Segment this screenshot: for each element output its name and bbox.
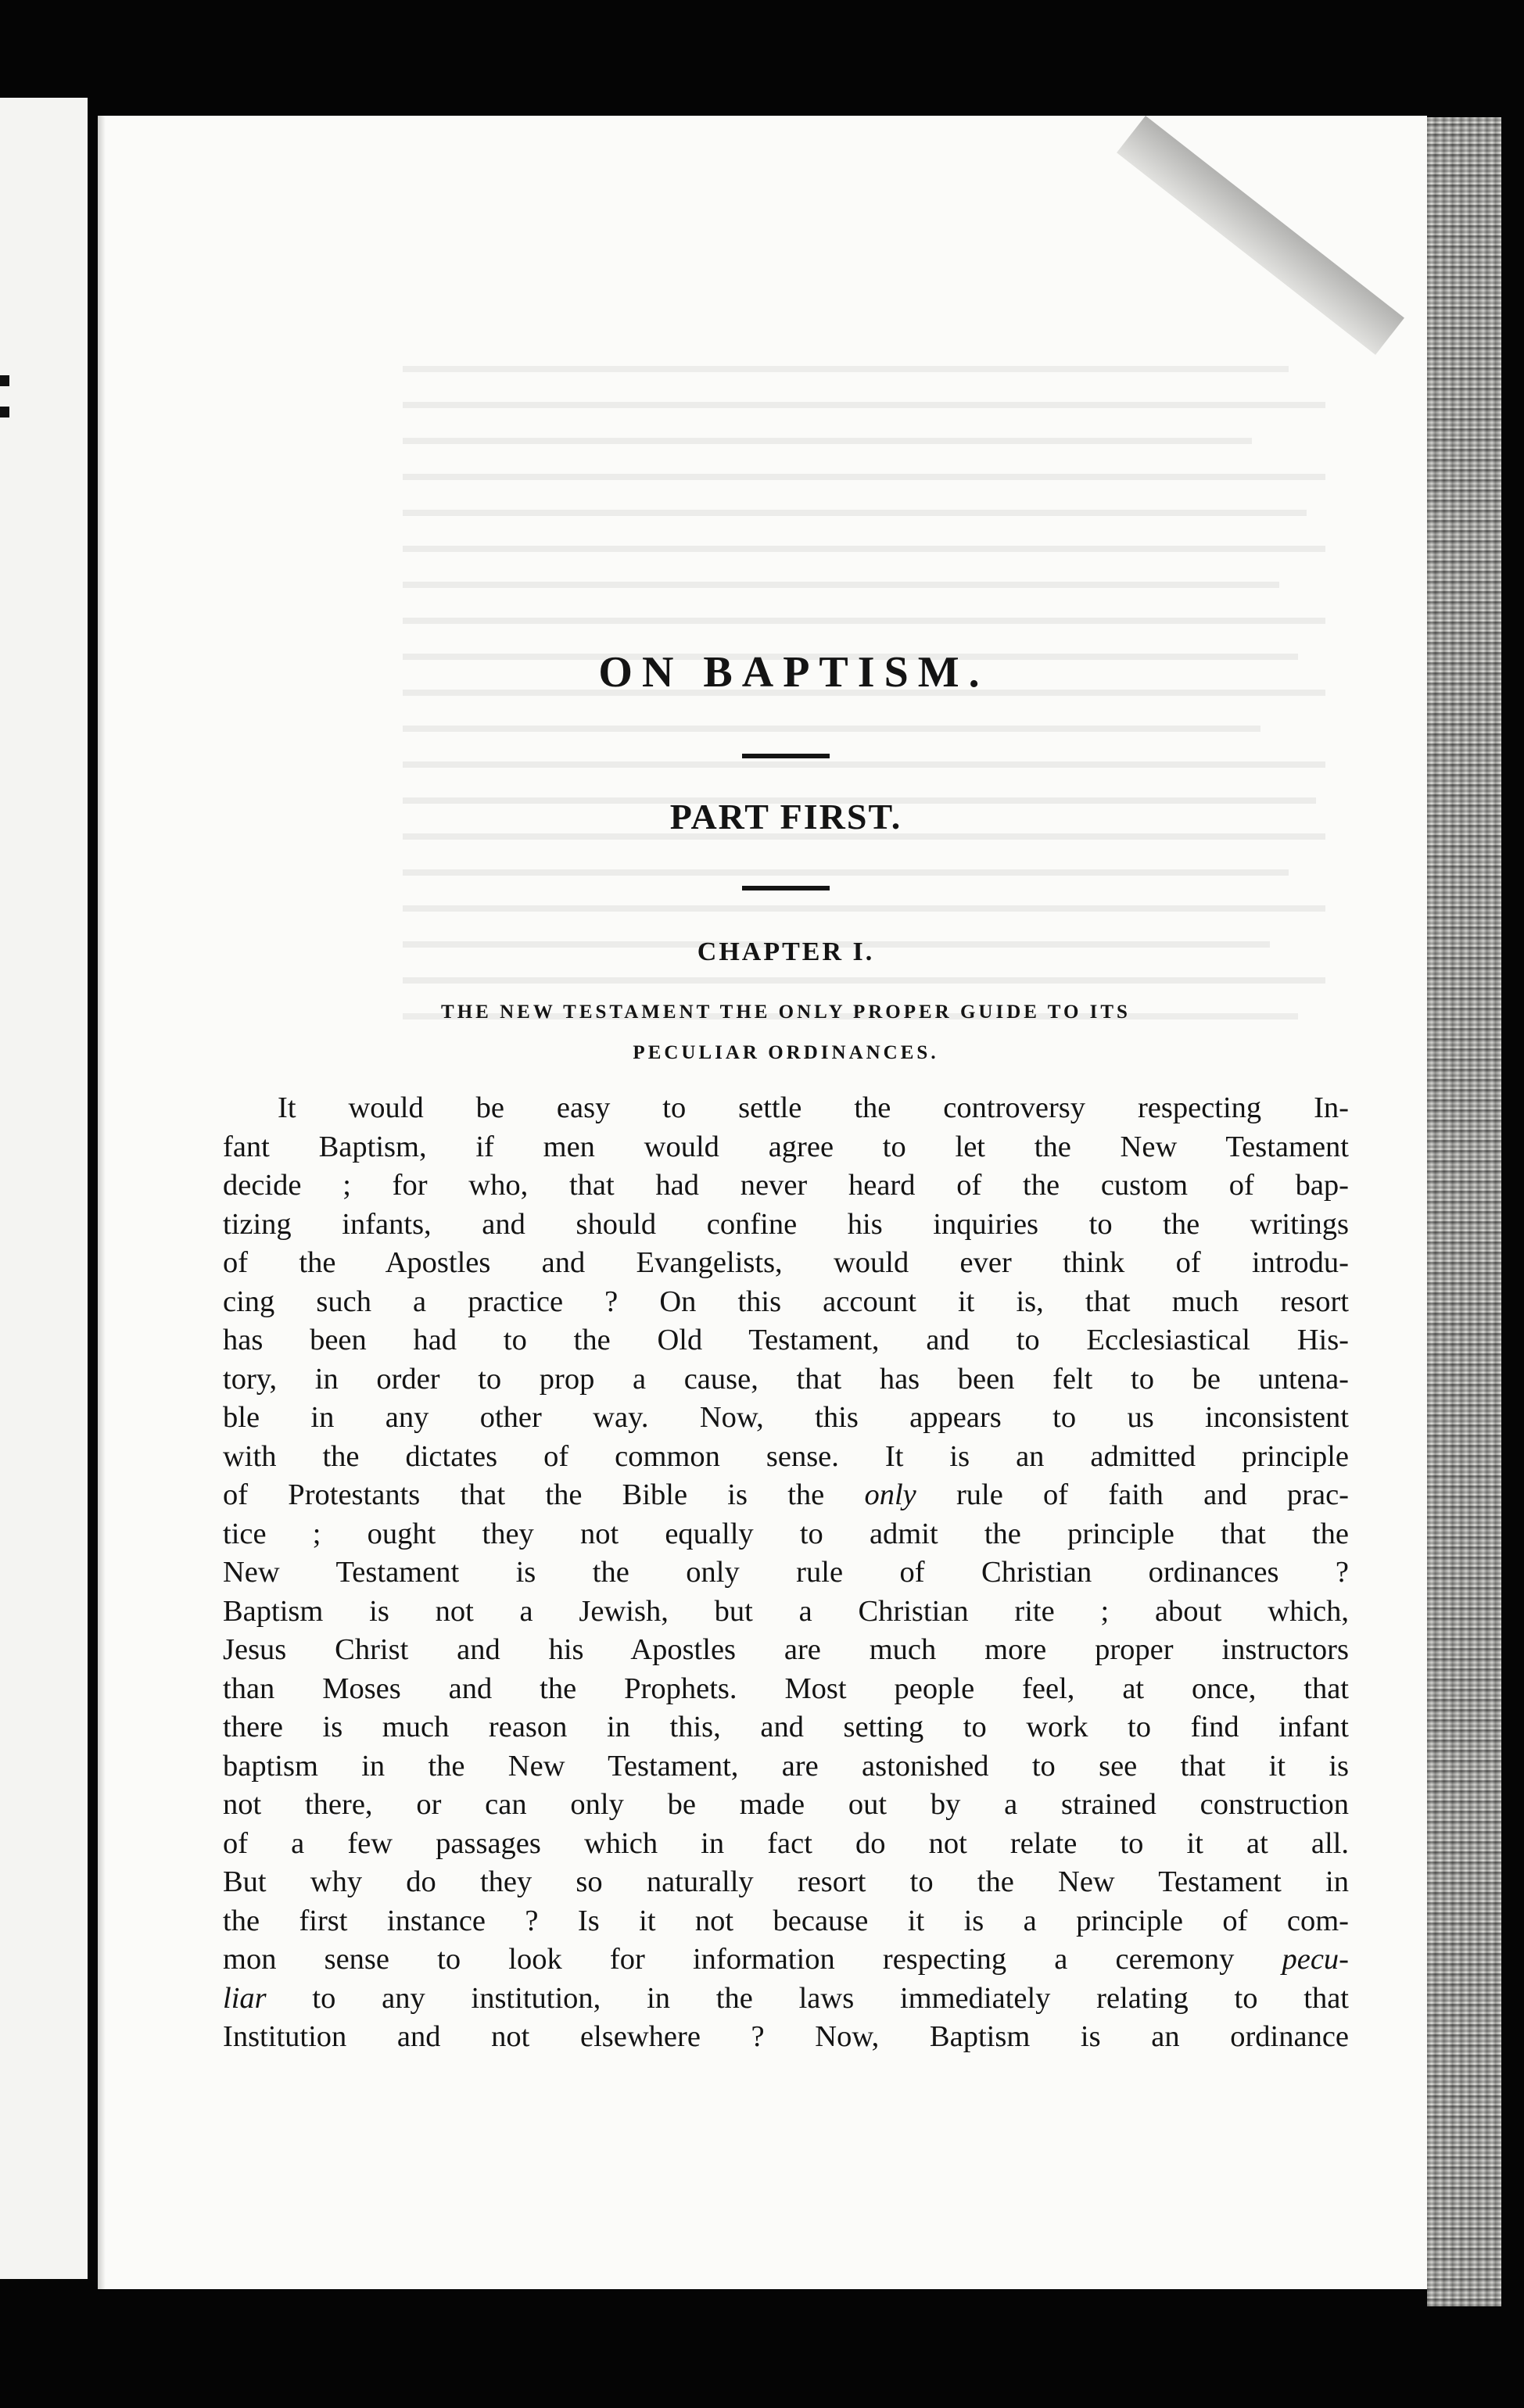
- gutter-shadow: [98, 116, 106, 2289]
- text-line: with the dictates of common sense. It is an admitted principle: [223, 1439, 1349, 1473]
- text-line: baptism in the New Testament, are astonished to see that it is: [223, 1749, 1349, 1783]
- text-line: Institution and not elsewhere ? Now, Baptism is an ordinance: [223, 2020, 1349, 2053]
- text-line: liar to any institution, in the laws immediately relating to that: [223, 1981, 1349, 2015]
- text-line: has been had to the Old Testament, and to Ecclesiastical His-: [223, 1324, 1349, 1356]
- text-line: tory, in order to prop a cause, that has been felt to be untena-: [223, 1362, 1349, 1396]
- text-line: But why do they so naturally resort to the New Testament in: [223, 1865, 1349, 1898]
- text-line: mon sense to look for information respecting a ceremony pecu-: [223, 1943, 1349, 1976]
- text-line: than Moses and the Prophets. Most people feel, at once, that: [223, 1672, 1349, 1705]
- text-line: the first instance ? Is it not because it is a principle of com-: [223, 1904, 1349, 1937]
- text-line: of a few passages which in fact do not relate to it at all.: [223, 1826, 1349, 1860]
- chapter-subtitle-line: PECULIAR ORDINANCES.: [633, 1042, 939, 1063]
- chapter-subtitle: [223, 992, 1349, 1073]
- book-page: [98, 116, 1427, 2289]
- part-heading: PART FIRST.: [669, 797, 902, 837]
- text-line: decide ; for who, that had never heard of the custom of bap-: [223, 1169, 1349, 1202]
- text-line: fant Baptism, if men would agree to let the New Testament: [223, 1130, 1349, 1163]
- book-title: ON BAPTISM.: [598, 648, 989, 697]
- page-block-edges-shading: [1427, 117, 1501, 2306]
- text-line: cing such a practice ? On this account it is, that much resort: [223, 1285, 1349, 1318]
- facing-page-mark: [0, 375, 9, 386]
- chapter-subtitle-line: THE NEW TESTAMENT THE ONLY PROPER GUIDE TO ITS: [441, 1002, 1131, 1023]
- text-line: Baptism is not a Jewish, but a Christian rite ; about which,: [223, 1594, 1349, 1628]
- text-line: ble in any other way. Now, this appears to us inconsistent: [223, 1401, 1349, 1434]
- text-line: tice ; ought they not equally to admit the principle that the: [223, 1517, 1349, 1550]
- corner-fold: [1117, 116, 1404, 355]
- text-line: tizing infants, and should confine his inquiries to the writings: [223, 1207, 1349, 1241]
- text-line: not there, or can only be made out by a strained construction: [223, 1788, 1349, 1821]
- text-line: of the Apostles and Evangelists, would ever think of introdu-: [223, 1246, 1349, 1279]
- text-line: Jesus Christ and his Apostles are much more proper instructors: [223, 1633, 1349, 1666]
- title-rule: [742, 754, 830, 758]
- text-line: It would be easy to settle the controversy respecting In-: [278, 1091, 1349, 1124]
- facing-page-mark: [0, 407, 9, 417]
- facing-page-edge: [0, 98, 88, 2279]
- part-rule: [742, 886, 830, 890]
- text-line: New Testament is the only rule of Christian ordinances ?: [223, 1556, 1349, 1589]
- chapter-heading: CHAPTER I.: [697, 937, 875, 966]
- body-paragraph: [223, 1089, 1349, 2057]
- text-line: there is much reason in this, and setting to work to find infant: [223, 1711, 1349, 1743]
- text-line: of Protestants that the Bible is the only rule of faith and prac-: [223, 1478, 1349, 1511]
- page-content: [223, 647, 1349, 2057]
